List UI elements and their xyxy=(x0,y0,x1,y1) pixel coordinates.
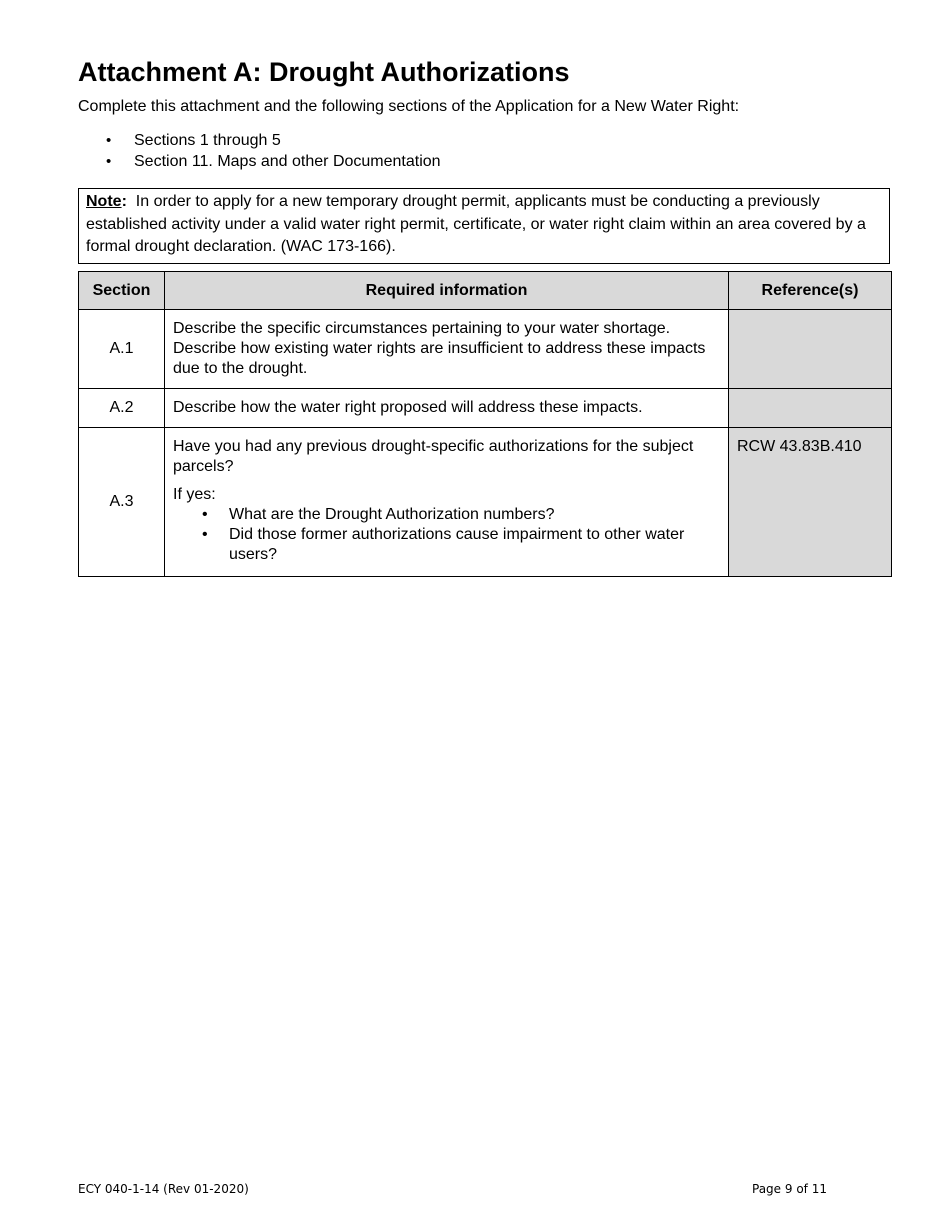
info-cell: Describe the specific circumstances pertaining to your water shortage. Describe how existing water rights are insufficient to address these impacts due to the drought. xyxy=(165,310,729,389)
list-item: • Sections 1 through 5 xyxy=(78,130,441,151)
info-cell: Describe how the water right proposed will address these impacts. xyxy=(165,389,729,428)
intro-text: Complete this attachment and the following sections of the Application for a New Water Right: xyxy=(78,98,740,115)
note-colon: : xyxy=(121,193,127,210)
column-header-section: Section xyxy=(79,272,165,310)
page-number: Page 9 of 11 xyxy=(752,1182,827,1196)
table-header-row xyxy=(79,272,892,310)
reference-cell xyxy=(729,389,892,428)
list-item: • Did those former authorizations cause impairment to other water users? xyxy=(173,525,720,565)
page-title: Attachment A: Drought Authorizations xyxy=(78,57,570,87)
reference-cell xyxy=(729,310,892,389)
section-cell: A.3 xyxy=(79,428,165,577)
follow-up-list xyxy=(173,505,720,565)
note-box xyxy=(78,188,890,264)
table-row xyxy=(79,428,892,577)
note-text: In order to apply for a new temporary drought permit, applicants must be conducting a previously established activity under a valid water right permit, certificate, or water right claim within an area covered by a formal drought declaration. (WAC 173-166). xyxy=(86,193,866,255)
if-yes-label: If yes: xyxy=(173,486,216,503)
section-cell: A.1 xyxy=(79,310,165,389)
info-cell xyxy=(165,428,729,577)
info-question: Have you had any previous drought-specific authorizations for the subject parcels? xyxy=(173,438,694,475)
table-row xyxy=(79,389,892,428)
required-sections-list xyxy=(78,130,441,172)
section-cell: A.2 xyxy=(79,389,165,428)
form-number: ECY 040-1-14 (Rev 01-2020) xyxy=(78,1182,249,1196)
column-header-references: Reference(s) xyxy=(729,272,892,310)
list-item: • What are the Drought Authorization numbers? xyxy=(173,505,720,525)
required-information-table xyxy=(78,271,892,577)
list-item: • Section 11. Maps and other Documentation xyxy=(78,151,441,172)
reference-cell: RCW 43.83B.410 xyxy=(729,428,892,577)
column-header-required-information: Required information xyxy=(165,272,729,310)
note-label: Note xyxy=(86,193,122,210)
table-row xyxy=(79,310,892,389)
